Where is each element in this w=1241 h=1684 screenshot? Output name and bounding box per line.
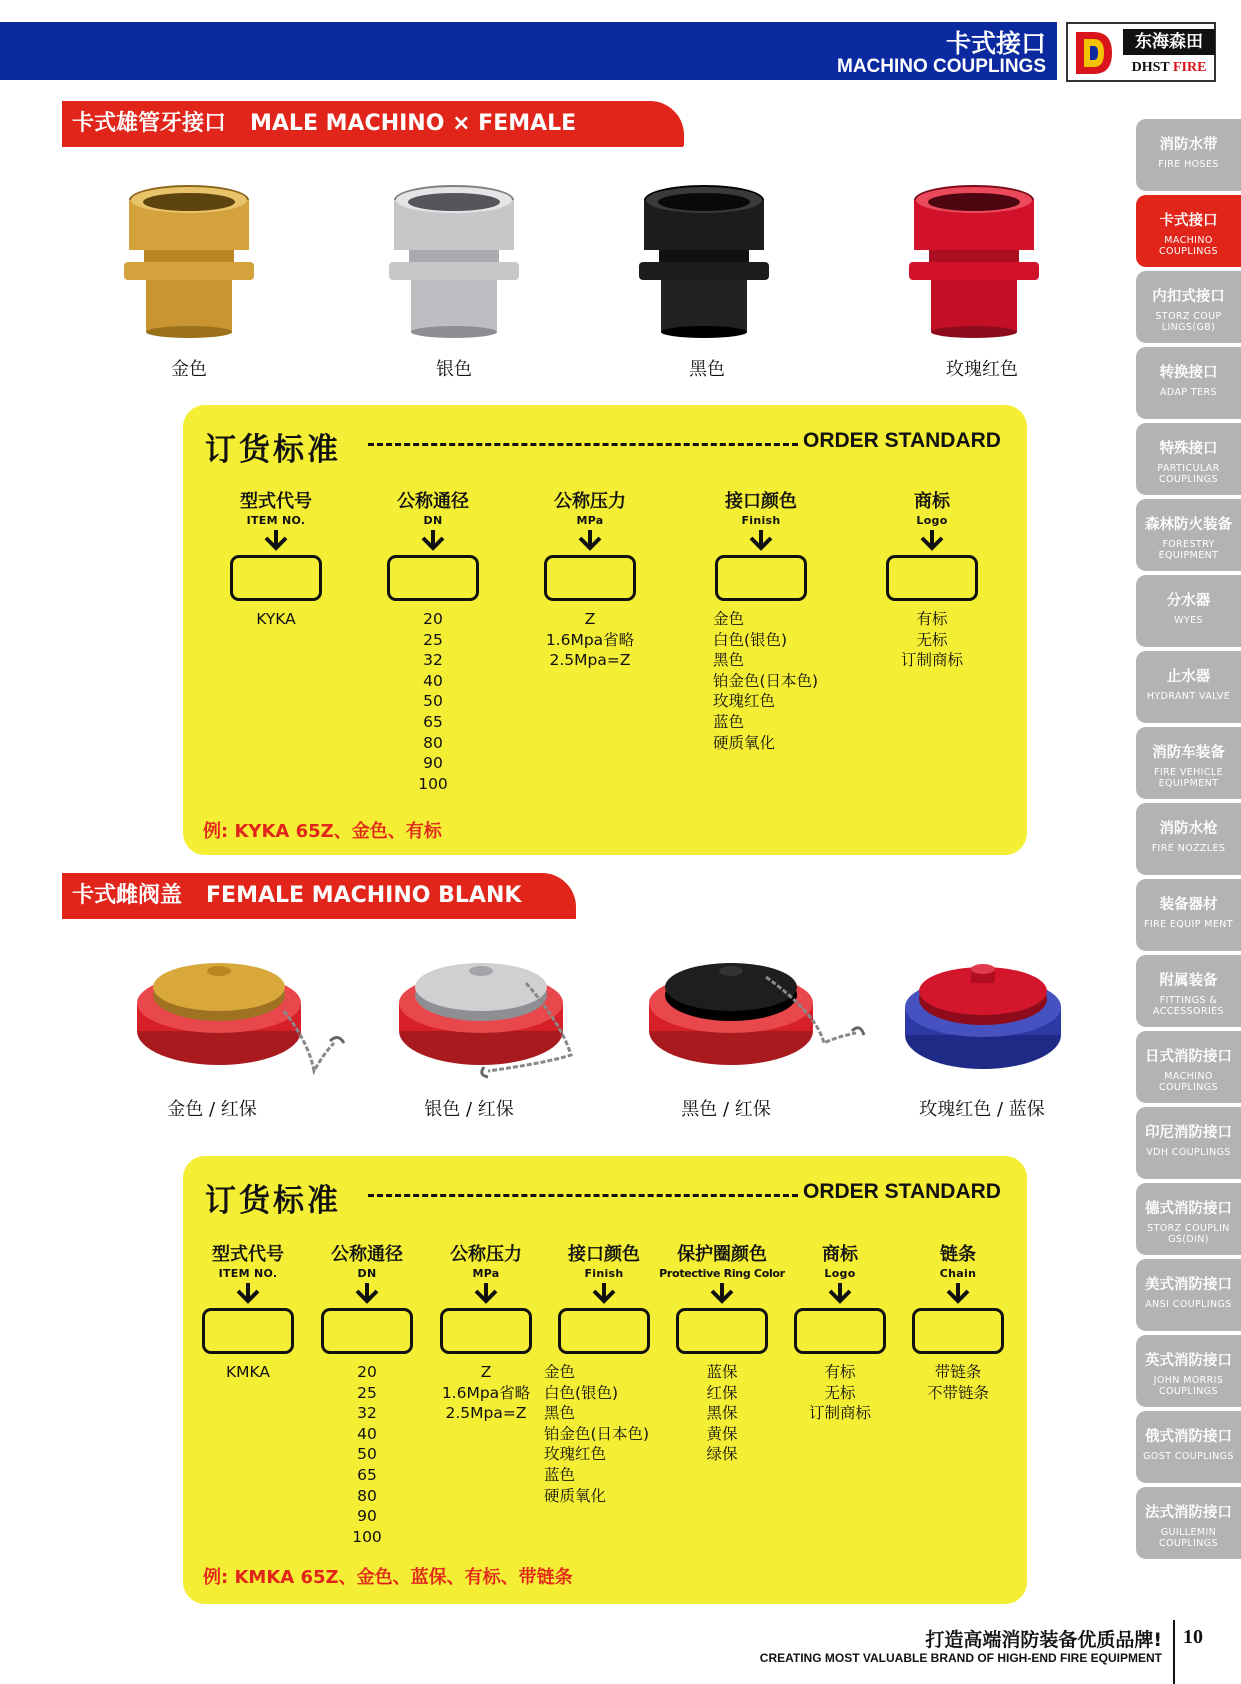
order-column-item-no	[206, 487, 346, 630]
sidebar-item-particular-couplings[interactable]	[1136, 423, 1241, 495]
order-standard-panel-2	[183, 1156, 1027, 1604]
arrow-down-icon	[746, 529, 776, 551]
sidebar-item-guillemin-couplings[interactable]	[1136, 1487, 1241, 1559]
title-dash-line	[368, 443, 798, 446]
option: 黑保	[706, 1404, 738, 1423]
product-label: 金色	[171, 359, 207, 380]
column-title-en: Protective Ring Color	[659, 1267, 785, 1280]
option: 铂金色(日本色)	[544, 1424, 650, 1443]
sidebar-item-label: 卡式接口	[1159, 213, 1218, 229]
sidebar-item-sublabel: FIRE NOZZLES	[1151, 843, 1226, 854]
option: 金色	[713, 610, 745, 628]
sidebar-item-fire-equipment[interactable]	[1136, 879, 1241, 951]
option: 订制商标	[808, 1404, 871, 1423]
section1-header	[62, 101, 684, 182]
option: 1.6Mpa省略	[545, 630, 635, 649]
column-title-cn: 型式代号	[212, 1244, 284, 1265]
option: 不带链条	[926, 1383, 989, 1402]
order-column-finish	[691, 487, 831, 753]
product-blank-cap-rose-red	[898, 963, 1078, 1083]
sidebar-item-ansi-couplings[interactable]	[1136, 1259, 1241, 1331]
sidebar-item-label: 特殊接口	[1159, 441, 1218, 457]
column-title-cn: 链条	[940, 1244, 976, 1265]
option: 80	[357, 1486, 377, 1505]
option: 20	[357, 1363, 377, 1381]
brand-logo	[1066, 22, 1216, 82]
arrow-down-icon	[261, 529, 291, 551]
footer-divider	[1173, 1620, 1175, 1684]
product-label: 黑色 / 红保	[681, 1099, 771, 1120]
product-label: 金色 / 红保	[167, 1099, 257, 1120]
column-options	[888, 1362, 1028, 1403]
section1-title-cn: 卡式雄管牙接口	[72, 111, 227, 136]
sidebar-item-fire-hoses[interactable]	[1136, 119, 1241, 191]
product-blank-cap-gold	[134, 963, 364, 1083]
column-title-cn: 商标	[914, 491, 950, 512]
product-male-machino-gold	[99, 180, 279, 340]
sidebar-item-label: 分水器	[1166, 593, 1211, 609]
option: 玫瑰红色	[713, 692, 776, 711]
column-options	[691, 609, 831, 753]
order-column-mpa	[520, 487, 660, 671]
section2-title-en: FEMALE MACHINO BLANK CAP	[72, 883, 522, 954]
order-title-en: ORDER STANDARD	[803, 429, 1001, 452]
option: Z	[480, 1363, 492, 1381]
option: 红保	[706, 1383, 738, 1402]
sidebar-item-sublabel: GUILLEMIN COUPLINGS	[1159, 1527, 1218, 1549]
arrow-down-icon	[352, 1282, 382, 1304]
column-title-cn: 接口颜色	[725, 491, 797, 512]
page-number: 10	[1183, 1626, 1203, 1648]
sidebar-item-hydrant-valve[interactable]	[1136, 651, 1241, 723]
arrow-down-icon	[233, 1282, 263, 1304]
arrow-down-icon	[917, 529, 947, 551]
sidebar-item-sublabel: ANSI COUPLINGS	[1145, 1299, 1232, 1310]
option: 25	[357, 1383, 377, 1402]
male-coupling-red-image	[909, 180, 1039, 340]
page-title-en: MACHINO COUPLINGS	[837, 56, 1046, 77]
sidebar-item-fittings-accessories[interactable]	[1136, 955, 1241, 1027]
column-title-en: DN	[423, 514, 443, 527]
product-male-machino-black	[614, 180, 794, 340]
option: KYKA	[256, 610, 296, 628]
code-box	[544, 555, 636, 601]
option: KMKA	[225, 1363, 271, 1381]
sidebar-item-label: 德式消防接口	[1145, 1201, 1232, 1217]
sidebar-item-forestry-equipment[interactable]	[1136, 499, 1241, 571]
column-title-cn: 接口颜色	[568, 1244, 640, 1265]
order-column-logo	[862, 487, 1002, 671]
product-label: 黑色	[689, 359, 725, 380]
column-title-en: Finish	[584, 1267, 624, 1280]
blank-cap-black-image	[646, 963, 876, 1083]
sidebar-item-sublabel: ADAP TERS	[1160, 387, 1217, 398]
option: 铂金色(日本色)	[713, 671, 819, 690]
male-coupling-gold-image	[124, 180, 254, 340]
sidebar-item-sublabel: MACHINO COUPLINGS	[1159, 235, 1218, 257]
logo-text-en	[1123, 57, 1215, 79]
footer-slogan-en: CREATING MOST VALUABLE BRAND OF HIGH-END FIRE EQUIPMENT	[759, 1651, 1162, 1665]
option: 32	[423, 651, 443, 670]
sidebar-item-storz-couplings-din[interactable]	[1136, 1183, 1241, 1255]
column-title-en: ITEM NO.	[218, 1267, 278, 1280]
column-title-cn: 商标	[822, 1244, 858, 1265]
sidebar-item-sublabel: GOST COUPLINGS	[1143, 1451, 1234, 1462]
blank-cap-silver-image	[396, 963, 626, 1083]
sidebar-item-sublabel: STORZ COUP LINGS(GB)	[1155, 311, 1222, 333]
column-title-en: Chain	[939, 1267, 977, 1280]
logo-text-cn: 东海森田	[1123, 29, 1215, 55]
order-title-cn: 订货标准	[205, 1183, 341, 1219]
column-options	[520, 609, 660, 671]
sidebar-item-label: 装备器材	[1159, 897, 1218, 913]
option: 玫瑰红色	[544, 1445, 607, 1464]
code-box	[202, 1308, 294, 1354]
section1-underline	[62, 144, 683, 147]
logo-mark-icon	[1072, 28, 1116, 78]
order-title-cn: 订货标准	[205, 432, 341, 468]
sidebar-item-sublabel: FIRE EQUIP MENT	[1144, 919, 1233, 930]
option: 100	[352, 1527, 382, 1546]
column-title-cn: 型式代号	[240, 491, 312, 512]
sidebar-item-label: 俄式消防接口	[1145, 1429, 1232, 1445]
sidebar-item-sublabel: FIRE VEHICLE EQUIPMENT	[1153, 767, 1224, 789]
sidebar-item-sublabel: WYES	[1174, 615, 1203, 626]
sidebar-item-label: 附属装备	[1159, 973, 1218, 989]
column-options	[363, 609, 503, 794]
code-box	[886, 555, 978, 601]
section1-title-en: MALE MACHINO × FEMALE THREAD	[72, 111, 577, 182]
product-blank-cap-black	[646, 963, 876, 1083]
male-coupling-black-image	[639, 180, 769, 340]
order-example: 例: KYKA 65Z、金色、有标	[203, 821, 442, 842]
option: 金色	[544, 1363, 576, 1381]
column-title-en: MPa	[472, 1267, 500, 1280]
footer-slogan-cn: 打造高端消防装备优质品牌!	[925, 1629, 1162, 1651]
sidebar-item-japanese-couplings[interactable]	[1136, 1031, 1241, 1103]
order-title-en: ORDER STANDARD	[803, 1180, 1001, 1203]
sidebar-item-label: 止水器	[1166, 669, 1211, 685]
logo-text-en-b: FIRE	[1172, 60, 1207, 75]
section2-title-cn: 卡式雌阀盖	[72, 883, 183, 908]
column-options	[206, 609, 346, 630]
column-title-cn: 公称通径	[397, 491, 469, 512]
code-box	[794, 1308, 886, 1354]
sidebar-item-label: 转换接口	[1159, 365, 1218, 381]
column-title-cn: 公称压力	[450, 1244, 522, 1265]
arrow-down-icon	[589, 1282, 619, 1304]
option: 白色(银色)	[544, 1383, 619, 1402]
sidebar-item-gost-couplings[interactable]	[1136, 1411, 1241, 1483]
sidebar-item-label: 美式消防接口	[1145, 1277, 1232, 1293]
sidebar-item-adapters[interactable]	[1136, 347, 1241, 419]
option: 无标	[824, 1383, 856, 1402]
column-options	[862, 609, 1002, 671]
code-box	[387, 555, 479, 601]
sidebar-item-wyes[interactable]	[1136, 575, 1241, 647]
sidebar-item-sublabel: FITTINGS & ACCESSORIES	[1153, 995, 1224, 1017]
option: 黑色	[544, 1404, 576, 1423]
sidebar-item-label: 消防水带	[1159, 137, 1218, 153]
sidebar-item-sublabel: MACHINO COUPLINGS	[1159, 1071, 1218, 1093]
product-male-machino-rose-red	[884, 180, 1064, 340]
sidebar-item-label: 消防水枪	[1159, 821, 1218, 837]
option: 订制商标	[900, 651, 963, 670]
option: 带链条	[934, 1363, 982, 1381]
option: 白色(银色)	[713, 630, 788, 649]
order-column-chain	[888, 1240, 1028, 1403]
arrow-down-icon	[575, 529, 605, 551]
option: 2.5Mpa=Z	[549, 651, 631, 670]
column-title-en: Finish	[741, 514, 781, 527]
option: 90	[423, 754, 443, 773]
code-box	[676, 1308, 768, 1354]
product-label: 玫瑰红色 / 蓝保	[919, 1099, 1045, 1120]
option: 20	[423, 610, 443, 628]
sidebar-item-label: 消防车装备	[1152, 745, 1225, 761]
column-title-en: ITEM NO.	[246, 514, 306, 527]
code-box	[558, 1308, 650, 1354]
sidebar-item-storz-couplings-gb[interactable]	[1136, 271, 1241, 343]
sidebar-item-sublabel: HYDRANT VALVE	[1146, 691, 1231, 702]
blank-cap-gold-image	[134, 963, 364, 1083]
sidebar-item-sublabel: PARTICULAR COUPLINGS	[1157, 463, 1220, 485]
option: 25	[423, 630, 443, 649]
option: 50	[357, 1445, 377, 1464]
code-box	[230, 555, 322, 601]
option: 40	[357, 1424, 377, 1443]
option: 绿保	[706, 1445, 738, 1464]
arrow-down-icon	[418, 529, 448, 551]
option: 65	[357, 1465, 377, 1484]
code-box	[715, 555, 807, 601]
section2-header	[62, 873, 576, 954]
column-title-cn: 保护圈颜色	[677, 1244, 767, 1265]
option: 80	[423, 733, 443, 752]
option: 50	[423, 692, 443, 711]
product-label: 银色 / 红保	[424, 1099, 514, 1120]
option: 有标	[916, 610, 948, 628]
section2-underline	[62, 916, 576, 919]
sidebar-item-label: 印尼消防接口	[1145, 1125, 1232, 1141]
product-male-machino-silver	[364, 180, 544, 340]
column-title-en: Logo	[916, 514, 948, 527]
arrow-down-icon	[471, 1282, 501, 1304]
option: 1.6Mpa省略	[441, 1383, 531, 1402]
order-column-dn	[363, 487, 503, 794]
option: 蓝色	[713, 712, 745, 731]
option: 蓝色	[544, 1465, 576, 1484]
column-title-en: MPa	[576, 514, 604, 527]
code-box	[440, 1308, 532, 1354]
sidebar-item-fire-nozzles[interactable]	[1136, 803, 1241, 875]
column-title-cn: 公称压力	[554, 491, 626, 512]
page-title-cn: 卡式接口	[945, 29, 1046, 58]
option: 2.5Mpa=Z	[445, 1404, 527, 1423]
sidebar-item-label: 内扣式接口	[1152, 289, 1225, 305]
option: 黑色	[713, 651, 745, 670]
product-blank-cap-silver	[396, 963, 626, 1083]
option: 90	[357, 1507, 377, 1526]
sidebar-item-fire-vehicle-equipment[interactable]	[1136, 727, 1241, 799]
column-title-cn: 公称通径	[331, 1244, 403, 1265]
order-example: 例: KMKA 65Z、金色、蓝保、有标、带链条	[203, 1567, 573, 1588]
option: 32	[357, 1404, 377, 1423]
option: 蓝保	[706, 1363, 738, 1381]
column-title-en: DN	[357, 1267, 377, 1280]
arrow-down-icon	[943, 1282, 973, 1304]
product-label: 银色	[436, 359, 472, 380]
sidebar-item-label: 日式消防接口	[1145, 1049, 1232, 1065]
option: 硬质氧化	[544, 1486, 607, 1505]
option: 无标	[916, 630, 948, 649]
code-box	[912, 1308, 1004, 1354]
blank-cap-red-image	[903, 963, 1073, 1083]
sidebar-item-sublabel: FIRE HOSES	[1158, 159, 1219, 170]
sidebar-item-label: 英式消防接口	[1145, 1353, 1232, 1369]
sidebar-item-sublabel: VDH COUPLINGS	[1146, 1147, 1231, 1158]
option: Z	[584, 610, 596, 628]
column-title-en: Logo	[824, 1267, 856, 1280]
option: 有标	[824, 1363, 856, 1381]
option: 硬质氧化	[713, 733, 776, 752]
arrow-down-icon	[707, 1282, 737, 1304]
option: 65	[423, 712, 443, 731]
sidebar-item-sublabel: STORZ COUPLIN GS(DIN)	[1147, 1223, 1230, 1245]
logo-text-en-a: DHST	[1131, 60, 1170, 75]
sidebar-item-label: 法式消防接口	[1145, 1505, 1232, 1521]
sidebar-item-sublabel: JOHN MORRIS COUPLINGS	[1153, 1375, 1224, 1397]
product-label: 玫瑰红色	[946, 359, 1018, 380]
option: 40	[423, 671, 443, 690]
option: 黄保	[706, 1424, 738, 1443]
male-coupling-silver-image	[389, 180, 519, 340]
title-dash-line	[368, 1194, 798, 1197]
sidebar-item-machino-couplings[interactable]	[1136, 195, 1241, 267]
sidebar-item-vdh-couplings[interactable]	[1136, 1107, 1241, 1179]
arrow-down-icon	[825, 1282, 855, 1304]
sidebar-item-sublabel: FORESTRY EQUIPMENT	[1158, 539, 1219, 561]
sidebar-item-label: 森林防火装备	[1145, 517, 1232, 533]
option: 100	[418, 774, 448, 793]
order-standard-panel-1	[183, 405, 1027, 855]
sidebar-item-john-morris-couplings[interactable]	[1136, 1335, 1241, 1407]
code-box	[321, 1308, 413, 1354]
